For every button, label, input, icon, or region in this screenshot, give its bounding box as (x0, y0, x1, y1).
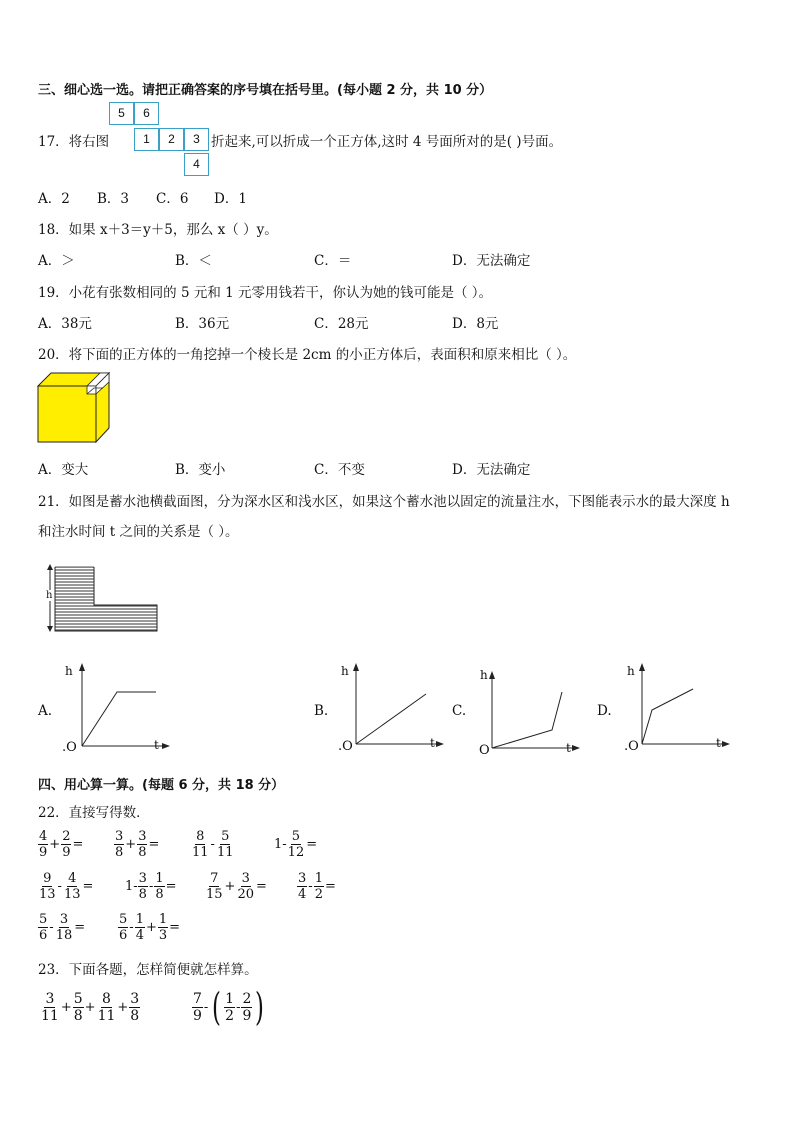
q18-option-c: C．＝ (314, 253, 352, 269)
graph-b-xlabel: t (430, 736, 435, 750)
q22-item: $\frac{9}{13}$ - $\frac{4}{13}$ = (39, 871, 94, 902)
fraction: $\frac{3}{20}$ (237, 871, 254, 902)
fraction: $\frac{1}{8}$ (155, 871, 164, 902)
q22-item: $\frac{4}{9}$ + $\frac{2}{9}$ = (39, 829, 84, 860)
net-face: 1 (134, 128, 159, 151)
q18-option-a: A．＞ (38, 253, 75, 269)
graph-b-origin: .O (338, 739, 353, 754)
fraction: $\frac{8}{11}$ (97, 991, 116, 1024)
q19-option-b: B．36元 (175, 316, 230, 332)
fraction: $\frac{7}{9}$ (193, 990, 202, 1024)
left-paren-icon: ( (212, 985, 222, 1029)
q17-option-a: A．2 (38, 191, 70, 207)
q23-expression-1: $\frac{3}{11}$ + $\frac{5}{8}$ + $\frac{8}{11}$ + $\frac{3}{8}$ (41, 991, 140, 1024)
graph-c-origin: O (479, 743, 490, 758)
q20-option-c: C．不变 (314, 462, 365, 478)
q22-item: $\frac{3}{4}$ - $\frac{1}{2}$ = (298, 871, 336, 902)
fraction: $\frac{2}{9}$ (242, 990, 252, 1024)
fraction: $\frac{1}{2}$ (314, 871, 323, 902)
fraction: $\frac{3}{8}$ (138, 871, 147, 902)
q22-item: 1- $\frac{5}{12}$ = (274, 829, 318, 860)
graph-a-origin: .O (62, 740, 77, 755)
reservoir-cross-section (42, 563, 162, 635)
fraction: $\frac{3}{11}$ (41, 991, 59, 1024)
fraction: $\frac{9}{13}$ (39, 871, 56, 902)
graph-d-ylabel: h (627, 664, 635, 678)
fraction: $\frac{2}{9}$ (62, 829, 71, 860)
net-face: 2 (159, 128, 184, 151)
q22-item: $\frac{3}{8}$ + $\frac{3}{8}$ = (115, 829, 160, 860)
q17-suffix: 折起来,可以折成一个正方体,这时 4 号面所对的是( )号面。 (211, 134, 563, 150)
section-4-heading: 四、用心算一算。(每题 6 分，共 18 分） (38, 778, 285, 793)
q23-stem: 23．下面各题，怎样简便就怎样算。 (38, 962, 258, 978)
q22-item: $\frac{5}{6}$ - $\frac{1}{4}$ + $\frac{1}{3}$ = (119, 912, 181, 943)
q22-item: $\frac{5}{6}$ - $\frac{3}{18}$ = (39, 912, 86, 943)
q17-option-d: D．1 (214, 191, 247, 207)
graph-a-letter: A. (38, 703, 53, 719)
q20-stem: 20．将下面的正方体的一角挖掉一个棱长是 2cm 的小正方体后，表面积和原来相比（ ）。 (38, 347, 577, 363)
q22-item: $\frac{7}{15}$ + $\frac{3}{20}$ = (206, 871, 267, 902)
fraction: $\frac{7}{15}$ (206, 871, 223, 902)
q18-option-d: D．无法确定 (452, 253, 531, 269)
q20-option-d: D．无法确定 (452, 462, 531, 478)
q22-item: $\frac{8}{11}$ - $\frac{5}{11}$ (192, 829, 234, 860)
fraction: $\frac{5}{8}$ (73, 991, 83, 1024)
graph-c-xlabel: t (566, 741, 571, 755)
q21-stem-line2: 和注水时间 t 之间的关系是（ ）。 (38, 524, 239, 540)
graph-b-ylabel: h (341, 664, 349, 678)
reservoir-h-label: h (46, 590, 53, 601)
fraction: $\frac{5}{6}$ (119, 912, 128, 943)
graph-c-letter: C. (452, 703, 467, 719)
cube-with-notch-figure (37, 372, 112, 444)
graph-b-letter: B. (314, 703, 329, 719)
q18-option-b: B．＜ (175, 253, 212, 269)
fraction: $\frac{4}{9}$ (39, 829, 48, 860)
net-face: 4 (184, 153, 209, 176)
net-face: 5 (109, 102, 134, 125)
fraction: $\frac{3}{18}$ (55, 912, 73, 943)
fraction: $\frac{5}{11}$ (216, 829, 234, 860)
net-face: 6 (134, 102, 159, 125)
q19-stem: 19．小花有张数相同的 5 元和 1 元零用钱若干，你认为她的钱可能是（ ）。 (38, 285, 493, 301)
graph-d-letter: D. (597, 703, 612, 719)
q19-option-a: A．38元 (38, 316, 92, 332)
fraction: $\frac{5}{12}$ (287, 829, 305, 860)
fraction: $\frac{8}{11}$ (192, 829, 209, 860)
q19-option-c: C．28元 (314, 316, 369, 332)
q21-stem-line1: 21．如图是蓄水池横截面图，分为深水区和浅水区，如果这个蓄水池以固定的流量注水，下图能表示水的最大深度 h (38, 494, 730, 510)
graph-a-ylabel: h (65, 664, 73, 678)
fraction: $\frac{3}{8}$ (115, 829, 124, 860)
q20-option-b: B．变小 (175, 462, 226, 478)
q18-stem: 18．如果 x＋3＝y＋5，那么 x（ ）y。 (38, 222, 278, 238)
fraction: $\frac{5}{6}$ (39, 912, 48, 943)
graph-d-origin: .O (624, 739, 639, 754)
net-face: 3 (184, 128, 209, 151)
fraction: $\frac{4}{13}$ (63, 871, 81, 902)
graph-c-ylabel: h (480, 668, 488, 682)
fraction: $\frac{1}{2}$ (225, 990, 235, 1024)
q22-stem: 22．直接写得数． (38, 805, 150, 821)
q17-option-c: C．6 (156, 191, 189, 207)
fraction: $\frac{3}{8}$ (130, 991, 140, 1024)
section-3-heading: 三、细心选一选。请把正确答案的序号填在括号里。(每小题 2 分，共 10 分） (38, 83, 493, 98)
graph-a-xlabel: t (154, 738, 159, 752)
fraction: $\frac{3}{4}$ (298, 871, 307, 902)
q17-option-b: B．3 (97, 191, 130, 207)
q22-item: 1- $\frac{3}{8}$ - $\frac{1}{8}$ = (125, 871, 177, 902)
graph-d-xlabel: t (716, 736, 721, 750)
q23-expression-2: $\frac{7}{9}$ - ( $\frac{1}{2}$ - $\frac{2}{9}$ ) (193, 985, 265, 1029)
right-paren-icon: ) (255, 985, 265, 1029)
q20-option-a: A．变大 (38, 462, 89, 478)
q19-option-d: D．8元 (452, 316, 499, 332)
q17-prefix: 17．将右图 (38, 134, 110, 150)
fraction: $\frac{1}{3}$ (158, 912, 168, 943)
fraction: $\frac{1}{4}$ (135, 912, 144, 943)
fraction: $\frac{3}{8}$ (138, 829, 147, 860)
